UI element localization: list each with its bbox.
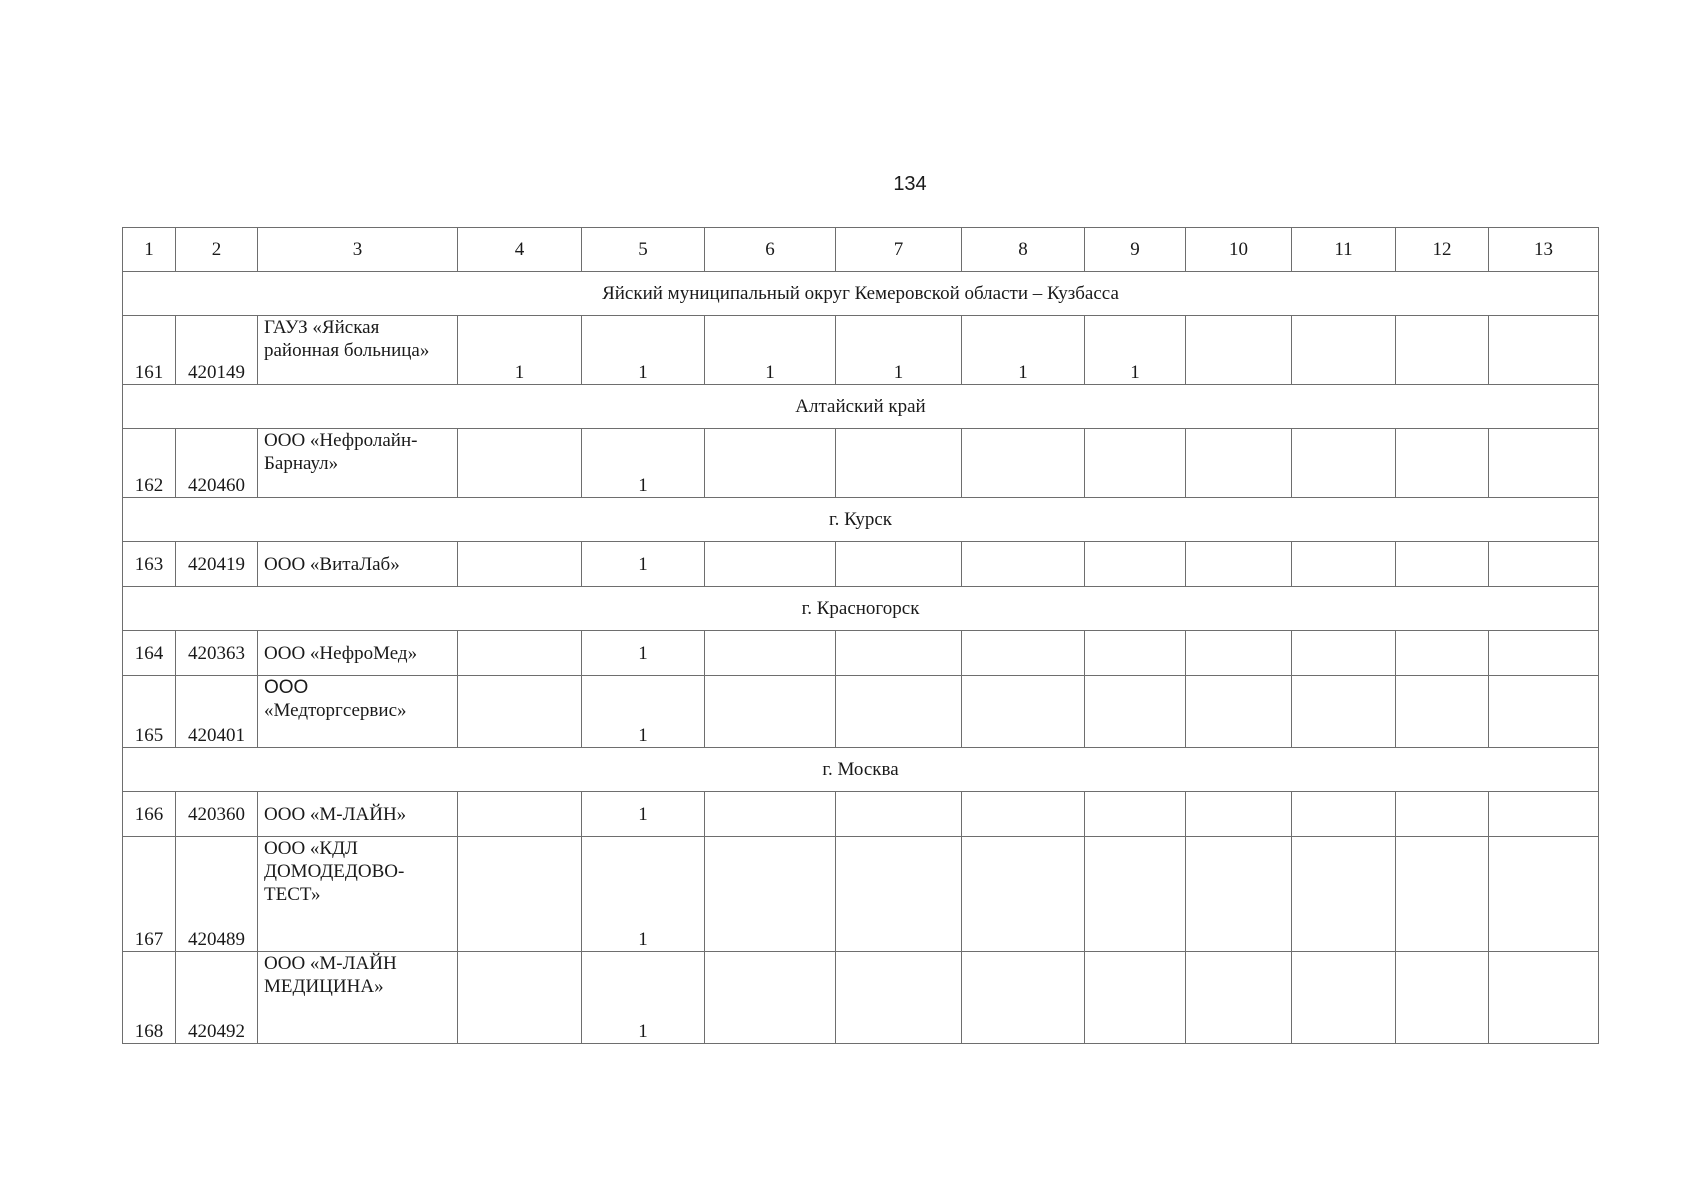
value-cell [458, 837, 582, 952]
value-cell [705, 676, 836, 748]
value-cell [1186, 316, 1292, 385]
value-cell [458, 792, 582, 837]
value-cell [1292, 631, 1396, 676]
value-cell [1292, 542, 1396, 587]
column-number: 3 [258, 228, 458, 272]
organization-name [258, 542, 458, 587]
row-number: 164 [123, 631, 176, 676]
value-cell [1396, 792, 1489, 837]
column-number: 10 [1186, 228, 1292, 272]
organization-name-line: ООО «ВитаЛаб» [264, 553, 400, 575]
column-number: 1 [123, 228, 176, 272]
organization-code: 420460 [176, 429, 258, 498]
value-cell [1085, 837, 1186, 952]
organization-name [258, 316, 458, 385]
value-cell [1396, 429, 1489, 498]
column-number: 2 [176, 228, 258, 272]
value-cell [962, 429, 1085, 498]
organization-name-line: ООО «КДЛ [264, 838, 358, 859]
value-cell [1292, 837, 1396, 952]
region-heading: Алтайский край [123, 385, 1599, 429]
value-cell [458, 952, 582, 1044]
organization-name-line: ГАУЗ «Яйская [264, 317, 380, 338]
row-number: 167 [123, 837, 176, 952]
value-cell [1292, 676, 1396, 748]
value-cell: 1 [582, 676, 705, 748]
organization-name-line: ООО «Нефролайн- [264, 430, 418, 451]
value-cell: 1 [458, 316, 582, 385]
organization-name [258, 792, 458, 837]
value-cell [1186, 542, 1292, 587]
organization-name-line: районная больница» [264, 340, 430, 361]
organization-code: 420489 [176, 837, 258, 952]
value-cell [1085, 952, 1186, 1044]
value-cell [1489, 676, 1599, 748]
row-number: 163 [123, 542, 176, 587]
region-heading-row [123, 748, 1599, 792]
organization-code: 420363 [176, 631, 258, 676]
value-cell [1186, 676, 1292, 748]
value-cell [1186, 429, 1292, 498]
region-heading-row [123, 587, 1599, 631]
value-cell [962, 676, 1085, 748]
value-cell [836, 952, 962, 1044]
column-number: 6 [705, 228, 836, 272]
value-cell [1085, 429, 1186, 498]
column-number: 12 [1396, 228, 1489, 272]
value-cell [1186, 631, 1292, 676]
organization-name [258, 837, 458, 952]
value-cell [1489, 631, 1599, 676]
column-number: 8 [962, 228, 1085, 272]
region-heading-row [123, 498, 1599, 542]
value-cell [705, 952, 836, 1044]
value-cell [962, 792, 1085, 837]
organization-name-line: ООО [264, 677, 309, 698]
value-cell [1489, 429, 1599, 498]
value-cell: 1 [836, 316, 962, 385]
row-number: 168 [123, 952, 176, 1044]
value-cell [1292, 429, 1396, 498]
value-cell [1396, 316, 1489, 385]
value-cell [1085, 631, 1186, 676]
organization-name [258, 429, 458, 498]
table-row [123, 542, 1599, 587]
value-cell [458, 542, 582, 587]
column-number-row [123, 228, 1599, 272]
value-cell [1186, 952, 1292, 1044]
value-cell [836, 542, 962, 587]
region-heading: г. Красногорск [123, 587, 1599, 631]
value-cell [1489, 952, 1599, 1044]
organization-name [258, 631, 458, 676]
value-cell [1186, 792, 1292, 837]
organization-name-line: ООО «М-ЛАЙН [264, 953, 397, 974]
column-number: 4 [458, 228, 582, 272]
value-cell [1292, 792, 1396, 837]
value-cell [1489, 316, 1599, 385]
column-number: 9 [1085, 228, 1186, 272]
table-row [123, 429, 1599, 498]
value-cell [836, 837, 962, 952]
value-cell [705, 429, 836, 498]
value-cell: 1 [582, 316, 705, 385]
region-heading: г. Москва [123, 748, 1599, 792]
value-cell [705, 631, 836, 676]
value-cell [458, 631, 582, 676]
value-cell: 1 [962, 316, 1085, 385]
value-cell [705, 837, 836, 952]
table-row [123, 837, 1599, 952]
value-cell [458, 676, 582, 748]
row-number: 162 [123, 429, 176, 498]
region-heading-row [123, 272, 1599, 316]
value-cell [1489, 792, 1599, 837]
row-number: 165 [123, 676, 176, 748]
value-cell [1292, 316, 1396, 385]
table-row [123, 316, 1599, 385]
region-heading: г. Курск [123, 498, 1599, 542]
organization-code: 420360 [176, 792, 258, 837]
value-cell [1396, 952, 1489, 1044]
value-cell [1085, 676, 1186, 748]
value-cell [1396, 631, 1489, 676]
value-cell [1396, 676, 1489, 748]
value-cell [1186, 837, 1292, 952]
organization-name-line: Барнаул» [264, 453, 339, 474]
value-cell: 1 [582, 631, 705, 676]
organization-name-line: ООО «НефроМед» [264, 642, 418, 664]
table-row [123, 631, 1599, 676]
organization-name-line: ДОМОДЕДОВО- [264, 861, 405, 882]
organization-code: 420492 [176, 952, 258, 1044]
organization-name-line: ООО «М-ЛАЙН» [264, 803, 407, 825]
value-cell [705, 542, 836, 587]
organization-name-line: ТЕСТ» [264, 884, 321, 905]
region-heading-row [123, 385, 1599, 429]
organization-code: 420419 [176, 542, 258, 587]
column-number: 5 [582, 228, 705, 272]
row-number: 161 [123, 316, 176, 385]
value-cell [962, 952, 1085, 1044]
value-cell [962, 542, 1085, 587]
value-cell [836, 631, 962, 676]
value-cell: 1 [582, 952, 705, 1044]
value-cell [1396, 542, 1489, 587]
row-number: 166 [123, 792, 176, 837]
value-cell: 1 [582, 429, 705, 498]
value-cell [1085, 542, 1186, 587]
page-number: 134 [893, 173, 927, 195]
table-row [123, 952, 1599, 1044]
value-cell: 1 [582, 837, 705, 952]
organization-name-line: «Медторгсервис» [264, 700, 407, 721]
column-number: 13 [1489, 228, 1599, 272]
value-cell [705, 792, 836, 837]
value-cell [1489, 837, 1599, 952]
organization-code: 420149 [176, 316, 258, 385]
region-heading: Яйский муниципальный округ Кемеровской области – Кузбасса [123, 272, 1599, 316]
value-cell [836, 429, 962, 498]
table-row [123, 792, 1599, 837]
value-cell [1292, 952, 1396, 1044]
organization-name [258, 676, 458, 748]
value-cell [1085, 792, 1186, 837]
value-cell: 1 [1085, 316, 1186, 385]
column-number: 11 [1292, 228, 1396, 272]
value-cell [836, 676, 962, 748]
registry-table [122, 227, 1599, 1044]
value-cell: 1 [705, 316, 836, 385]
table-row [123, 676, 1599, 748]
value-cell: 1 [582, 792, 705, 837]
value-cell: 1 [582, 542, 705, 587]
column-number: 7 [836, 228, 962, 272]
value-cell [962, 631, 1085, 676]
value-cell [458, 429, 582, 498]
value-cell [1396, 837, 1489, 952]
organization-code: 420401 [176, 676, 258, 748]
value-cell [962, 837, 1085, 952]
value-cell [836, 792, 962, 837]
organization-name [258, 952, 458, 1044]
organization-name-line: МЕДИЦИНА» [264, 976, 384, 997]
value-cell [1489, 542, 1599, 587]
